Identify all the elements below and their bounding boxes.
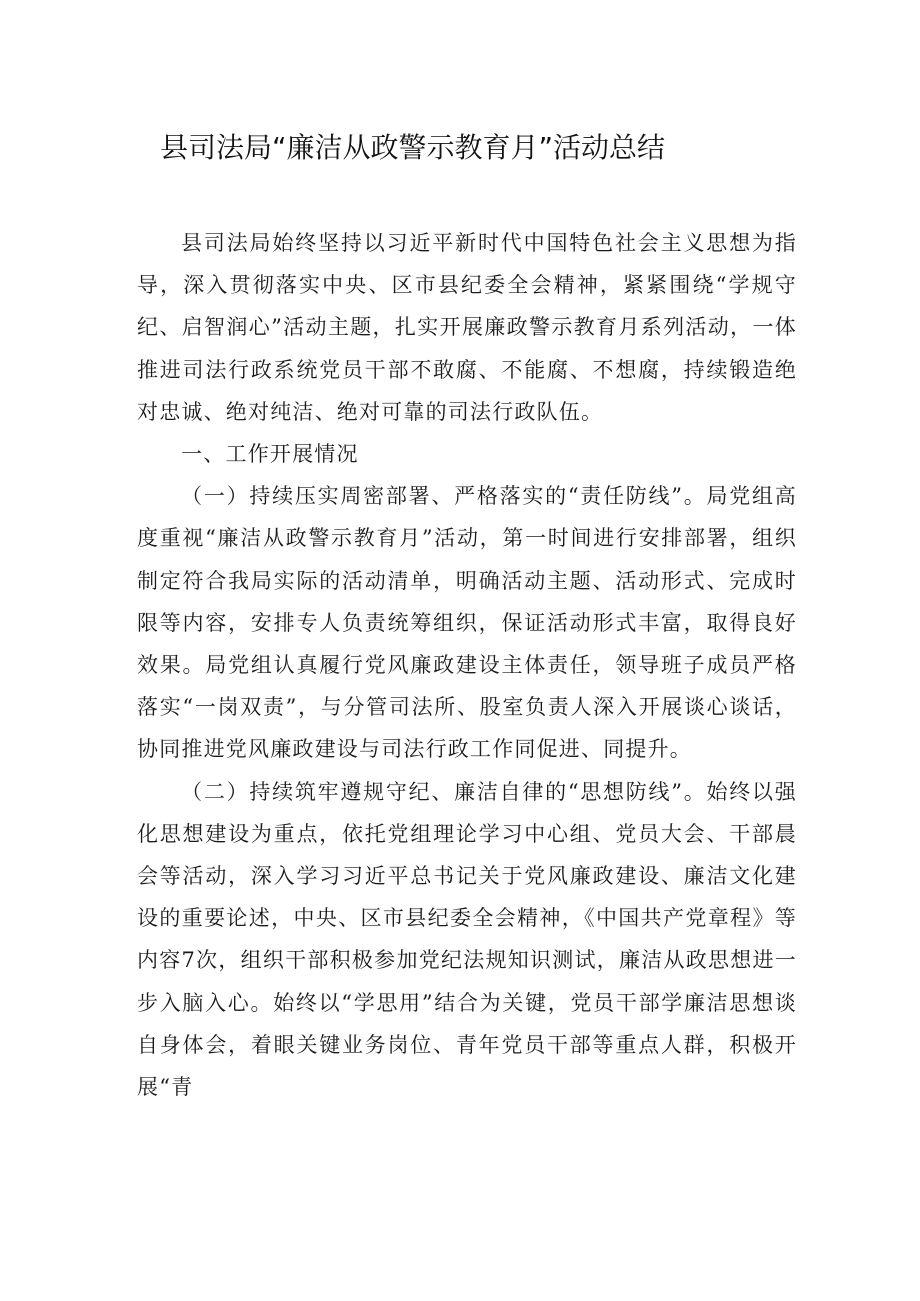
intro-paragraph: 县司法局始终坚持以习近平新时代中国特色社会主义思想为指导，深入贯彻落实中央、区市县纪委全会精神，紧紧围绕“学规守纪、启智润心”活动主题，扎实开展廉政警示教育月系列活动，一体推进司法行政系统党员干部不敢腐、不能腐、不想腐，持续锻造绝对忠诚、绝对纯洁、绝对可靠的司法行政队伍。: [137, 231, 797, 424]
section-heading: 一、工作开展情况: [181, 442, 359, 467]
section-1-paragraph: （一）持续压实周密部署、严格落实的“责任防线”。局党组高度重视“廉洁从政警示教育月”活动，第一时间进行安排部署，组织制定符合我局实际的活动清单，明确活动主题、活动形式、完成时限等内容，安排专人负责统筹组织，保证活动形式丰富，取得良好效果。局党组认真履行党风廉政建设主体责任，领导班子成员严格落实“一岗双责”，与分管司法所、股室负责人深入开展谈心谈话，协同推进党风廉政建设与司法行政工作同促进、同提升。: [137, 484, 797, 762]
section-2-paragraph: （二）持续筑牢遵规守纪、廉洁自律的“思想防线”。始终以强化思想建设为重点，依托党组理论学习中心组、党员大会、干部晨会等活动，深入学习习近平总书记关于党风廉政建设、廉洁文化建设的重要论述，中央、区市县纪委全会精神，《中国共产党章程》等内容7次，组织干部积极参加党纪法规知识测试，廉洁从政思想进一步入脑入心。始终以“学思用”结合为关键，党员干部学廉洁思想谈自身体会，着眼关键业务岗位、青年党员干部等重点人群，积极开展“青: [137, 779, 797, 1100]
document-body: [137, 222, 797, 1108]
document-title: 县司法局“廉洁从政警示教育月”活动总结: [160, 131, 666, 164]
